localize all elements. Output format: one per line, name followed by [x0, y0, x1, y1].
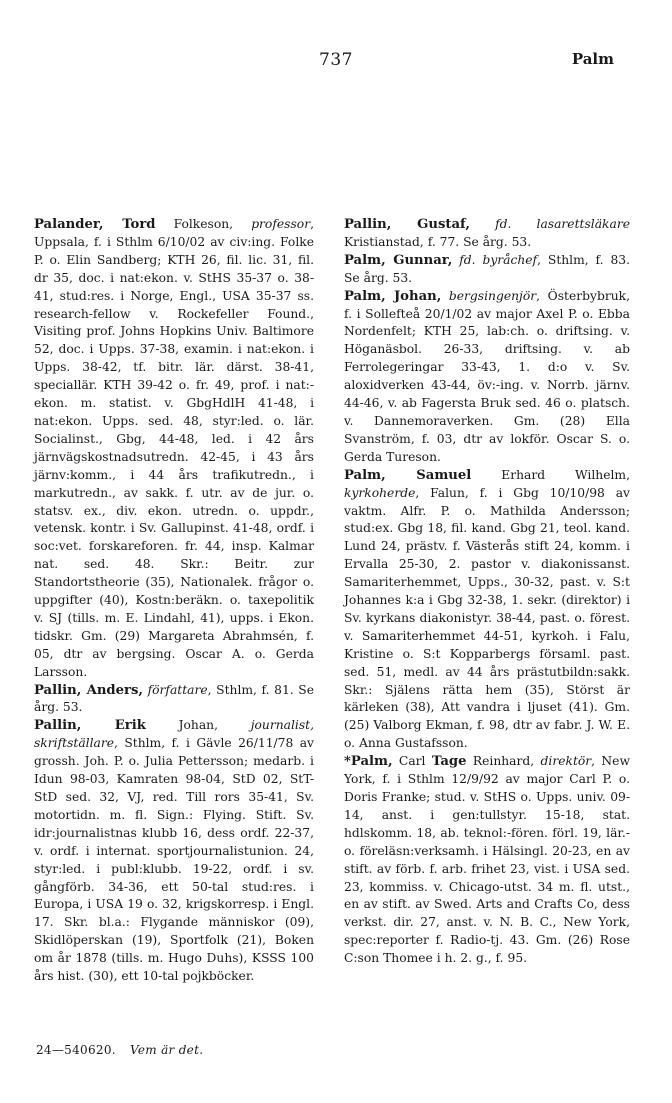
entry-name: Palm, Johan, — [344, 288, 442, 304]
entry-title: författare — [147, 682, 208, 697]
entry-palm-samuel — [344, 467, 630, 754]
entry-given: Johan, — [145, 718, 251, 733]
entry-palm-johan — [344, 288, 630, 467]
entry-name: Pallin, Gustaf, — [344, 217, 470, 232]
entry-body: , Österbybruk, f. i Sollefteå 20/1/02 av major Axel P. o. Ebba Nordenfelt; KTH 25, lab:ch. o. driftsing. v. Höganäsbol. 26-33, driftsing. v. ab Ferrolegeringar 33-43, 1. d:o v. Sv. aloxidverken 43-44, öv:-ing. v. Norrb. järnv. 44-46, v. ab Fagersta Bruk sed. 46 o. platsch. v. Dannemoraverken. Gm. (28) Ella Svanström, f. 03, dtr av lokför. Oscar S. o. Gerda Tureson. — [344, 288, 630, 464]
entry-name: Palander, Tord — [34, 217, 156, 232]
entry-pallin-erik — [34, 717, 314, 986]
entry-title: kyrkoherde — [344, 485, 416, 500]
entry-title: bergsingenjör — [448, 288, 537, 303]
entry-given — [441, 289, 449, 303]
entry-name: Pallin, Anders, — [34, 682, 143, 698]
running-head: Palm — [571, 50, 614, 68]
footer-book-title: Vem är det. — [130, 1043, 204, 1057]
entry-body: , Sthlm, f. 81. Se årg. 53. — [34, 682, 314, 715]
entry-name-called: Tage — [431, 754, 467, 770]
entry-title: fd. lasarettsläkare — [495, 217, 630, 231]
entry-name: *Palm, — [344, 754, 393, 770]
entry-body: , Uppsala, f. i Sthlm 6/10/02 av civ:ing. Folke P. o. Elin Sandberg; KTH 26, fil. lic. 31, fil. dr 35, doc. i nat:ekon. v. StHS 35-37 o. 38-41, stud:res. i Norge, Engl., USA 35-37 ss. research-fellow v. Rockefeller Found., Visiting prof. Johns Hopkins Univ. Baltimore 52, doc. i Upps. 37-38, examin. i nat:ekon. i Upps. 38-42, tf. bitr. lär. därst. 38-41, speciallär. KTH 39-42 o. fr. 49, prof. i nat:-ekon. m. statist. v. GbgHdlH 41-48, i nat:ekon. Upps. sed. 48, styr:led. o. lär. Socialinst., Gbg, 44-48, led. i 42 års järnvägskostnadsutredn. 42-45, i 43 års järnv:komm., i 44 års trafikutredn., i markutredn., av sakk. f. utr. av de jur. o. statsv. ex., div. ekon. utredn. o. uppdr., vetensk. kontr. i Sv. Gallupinst. 41-48, ordf. i soc:vet. forskareforen. fr. 44, insp. Kalmar nat. sed. 48. Skr.: Beitr. zur Standortstheorie (35), Nationalek. frågor o. uppgifter (40), Kostn:beräkn. o. taxepolitik v. SJ (tills. m. E. Lindahl, 41), upps. i Ekon. tidskr. Gm. (29) Margareta Abrahmsén, f. 05, dtr av bergsing. Oscar A. o. Gerda Larsson. — [34, 217, 314, 679]
entry-given: Carl — [392, 754, 432, 769]
entry-body: , Falun, f. i Gbg 10/10/98 av vaktm. Alfr. P. o. Mathilda Andersson; stud:ex. Gbg 18, fil. kand. Gbg 21, teol. kand. Lund 24, prästv. f. Västerås stift 24, komm. i Ervalla 25-30, 2. pastor v. diakonissanst. Samariterhemmet, Upps., 30-32, past. v. S:t Johannes k:a i Gbg 32-38, 1. sekr. (direktor) i Sv. kyrkans diakonistyr. 38-44, past. o. förest. v. Samariterhemmet 44-51, kyrkoh. i Falu, Kristine o. S:t Kopparbergs församl. past. sed. 51, medl. av 44 års prästutbildn:sakk. Skr.: Själens rätta hem (35), Störst är kärleken (38), Att vandra i ljuset (41). Gm. (25) Valborg Ekman, f. 98, dtr av fabr. J. W. E. o. Anna Gustafsson. — [344, 485, 630, 751]
entry-given: Erhard Wilhelm, — [471, 467, 630, 482]
left-column — [34, 216, 314, 986]
entry-given-rest: Reinhard, — [466, 754, 541, 769]
entry-pallin-anders — [34, 682, 314, 718]
entry-palm-gunnar — [344, 252, 630, 288]
entry-given — [470, 217, 495, 231]
footer-signature: 24—540620. — [36, 1043, 116, 1057]
entry-body: Kristianstad, f. 77. Se årg. 53. — [344, 234, 532, 249]
entry-name: Palm, Samuel — [344, 467, 472, 483]
entry-title: direktör — [540, 754, 592, 769]
entry-name: Pallin, Erik — [34, 718, 146, 734]
page-number: 737 — [319, 50, 353, 70]
entry-title: journalist, skriftställare — [34, 718, 314, 751]
entry-body: , New York, f. i Sthlm 12/9/92 av major Carl P. o. Doris Franke; stud. v. StHS o. Upps. univ. 09-14, anst. i gen:tullstyr. 15-18, stat. hdlskomm. 18, ab. teknol:-fören. förl. 19, lär.- o. föreläsn:verksamh. i Hälsingl. 20-23, en av stift. av förb. f. arb. frihet 23, vist. i USA sed. 23, kommiss. v. Chicago-utst. 34 m. fl. utst., en av stift. av Swed. Arts and Crafts Co, dess verkst. dir. 27, anst. v. N. B. C., New York, spec:reporter f. Radio-tj. 43. Gm. (26) Rose C:son Thomee i h. 2. g., f. 95. — [344, 754, 630, 966]
page-footer — [36, 1043, 203, 1057]
entry-name: Palm, Gunnar, — [344, 252, 453, 268]
entry-title: professor — [251, 217, 311, 231]
right-column — [344, 216, 630, 968]
entry-given: Folkeson, — [155, 217, 252, 231]
entry-palander-tord — [34, 216, 314, 682]
entry-palm-tage — [344, 753, 630, 968]
entry-pallin-gustaf — [344, 216, 630, 252]
entry-body: , Sthlm, f. 83. Se årg. 53. — [344, 252, 631, 285]
entry-title: fd. byråchef — [459, 252, 538, 267]
entry-body: , Sthlm, f. i Gävle 26/11/78 av grossh. Joh. P. o. Julia Pettersson; medarb. i Idun 98-03, Kamraten 98-04, StD 02, StT-StD sed. 32, VJ, red. Till rors 35-41, Sv. motortidn. m. fl. Sign.: Flying. Stift. Sv. idr:journalistnas klubb 16, dess ordf. 22-37, v. ordf. i internat. sportjournalistunion. 24, styr:led. i publ:klubb. 19-22, ordf. i sv. gångförb. 34-36, ett 50-tal stud:res. i Europa, i USA 19 o. 32, krigskorresp. i Engl. 17. Skr. bl.a.: Flygande människor (09), Skidlöperskan (19), Sportfolk (21), Boken om år 1878 (tills. m. Hugo Duhs), KSSS 100 års hist. (30), ett 10-tal pojkböcker. — [34, 736, 314, 984]
